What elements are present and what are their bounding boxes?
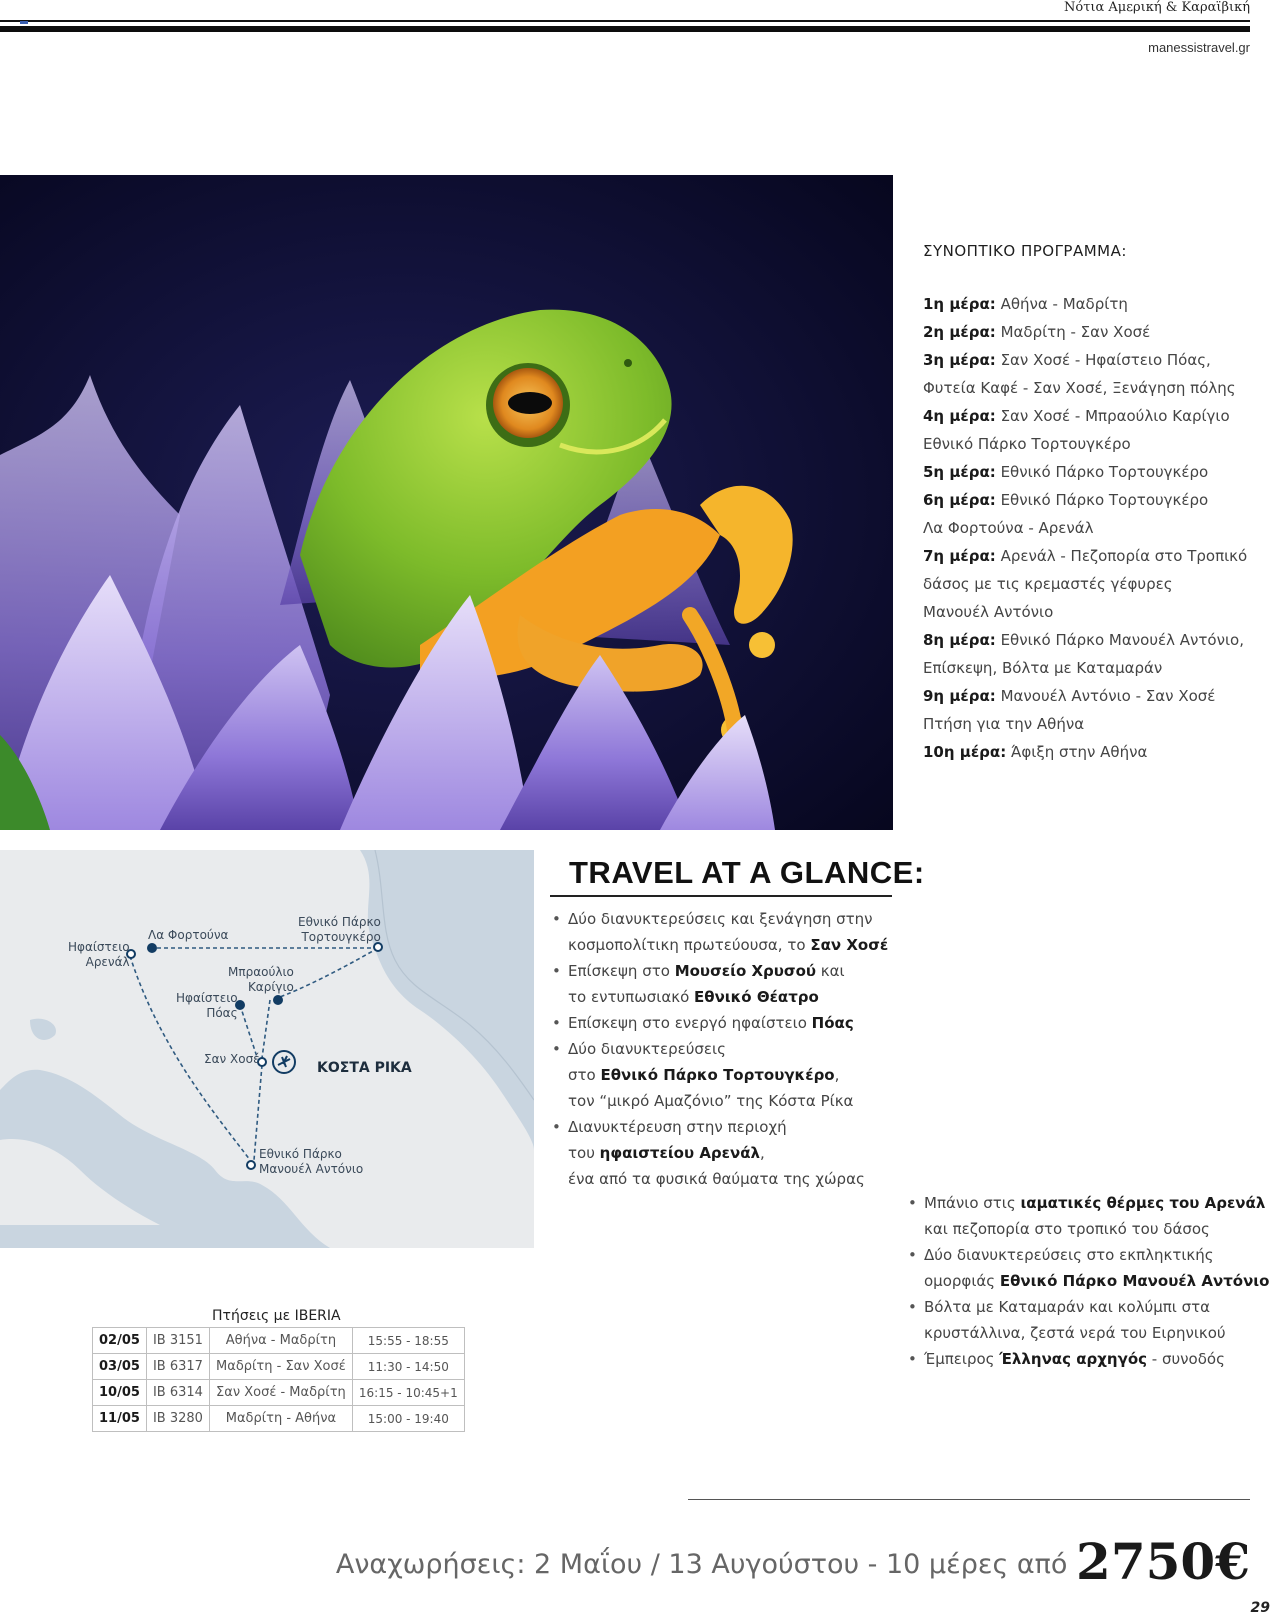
summary-day-line (923, 738, 1263, 766)
glance-list-line (552, 1088, 892, 1114)
summary-day-text: Σαν Χοσέ - Μπραούλιο Καρίγιο (1000, 407, 1230, 425)
glance-text: Βόλτα με Καταμαράν και κολύμπι στα (924, 1298, 1211, 1316)
header-rule-thin (0, 20, 1250, 22)
glance-list-line (552, 1166, 892, 1192)
summary-day-line (923, 402, 1263, 430)
glance-text: ένα από τα φυσικά θαύματα της χώρας (568, 1170, 865, 1188)
glance-text: , (834, 1066, 840, 1084)
glance-highlight-bold: ηφαιστείου Αρενάλ (599, 1144, 761, 1162)
glance-list-line (552, 1036, 892, 1062)
glance-text: και (816, 962, 845, 980)
glance-text: Δύο διανυκτερεύσεις (568, 1040, 726, 1058)
summary-day-label: 8η μέρα: (923, 631, 996, 649)
summary-day-line (923, 710, 1263, 738)
summary-day-label: 9η μέρα: (923, 687, 996, 705)
summary-day-line (923, 542, 1263, 570)
flight-time: 15:55 - 18:55 (352, 1328, 464, 1354)
summary-day-text: Εθνικό Πάρκο Τορτουγκέρο (1000, 463, 1209, 481)
glance-title: TRAVEL AT A GLANCE: (569, 855, 925, 890)
summary-day-list (923, 290, 1263, 766)
glance-highlights-col1 (552, 906, 892, 1192)
summary-day-text: Μανουέλ Αντόνιο - Σαν Χοσέ (1000, 687, 1216, 705)
summary-day-line (923, 290, 1263, 318)
flight-row (93, 1406, 465, 1432)
glance-text: , (760, 1144, 765, 1162)
glance-text: Διανυκτέρευση στην περιοχή (568, 1118, 787, 1136)
glance-list-line (908, 1294, 1248, 1320)
departures-line (336, 1532, 1250, 1591)
flight-row (93, 1328, 465, 1354)
summary-day-text: Φυτεία Καφέ - Σαν Χοσέ, Ξενάγηση πόλης (923, 379, 1236, 397)
header-rule-thick (0, 26, 1250, 32)
flight-code: IB 6317 (146, 1354, 209, 1380)
flight-row (93, 1354, 465, 1380)
summary-day-text: Εθνικό Πάρκο Τορτουγκέρο (1000, 491, 1209, 509)
glance-highlight-bold: Έλληνας αρχηγός (999, 1350, 1148, 1368)
glance-highlights-col2 (908, 1190, 1270, 1372)
glance-list-line (552, 1140, 892, 1166)
glance-text: - συνοδός (1147, 1350, 1225, 1368)
summary-day-label: 6η μέρα: (923, 491, 996, 509)
hero-photo-frog (0, 175, 893, 830)
glance-list-line (552, 984, 892, 1010)
summary-day-text: Σαν Χοσέ - Ηφαίστειο Πόας, (1000, 351, 1211, 369)
glance-highlight-bold: Πόας (811, 1014, 854, 1032)
flights-caption: Πτήσεις με IBERIA (212, 1308, 341, 1324)
glance-list-line (552, 958, 892, 984)
flight-route: Μαδρίτη - Αθήνα (209, 1406, 352, 1432)
summary-day-text: Άφιξη στην Αθήνα (1010, 743, 1148, 761)
summary-day-line (923, 514, 1263, 542)
glance-list-line (552, 906, 892, 932)
summary-day-label: 4η μέρα: (923, 407, 996, 425)
flight-date: 10/05 (93, 1380, 147, 1406)
flight-date: 02/05 (93, 1328, 147, 1354)
flight-time: 11:30 - 14:50 (352, 1354, 464, 1380)
summary-day-line (923, 346, 1263, 374)
departures-text: Αναχωρήσεις: 2 Μαΐου / 13 Αυγούστου - 10 μέρες από (335, 1549, 1068, 1580)
glance-list-line (552, 1114, 892, 1140)
summary-day-line (923, 486, 1263, 514)
glance-text: στο (568, 1066, 601, 1084)
glance-highlight-bold: Εθνικό Πάρκο Τορτουγκέρο (600, 1066, 835, 1084)
summary-day-text: Επίσκεψη, Βόλτα με Καταμαράν (923, 659, 1163, 677)
summary-title: ΣΥΝΟΠΤΙΚΟ ΠΡΟΓΡΑΜΜΑ: (923, 242, 1127, 260)
glance-list-line (908, 1216, 1248, 1242)
summary-day-line (923, 598, 1263, 626)
map-label-arenal: Ηφαίστειο Αρενάλ (68, 940, 130, 969)
summary-day-label: 10η μέρα: (923, 743, 1007, 761)
tree-frog-on-purple-flower-photo (0, 175, 893, 830)
glance-text: κοσμοπολίτικη πρωτεύουσα, το (568, 936, 811, 954)
map-country-label: ΚΟΣΤΑ ΡΙΚΑ (317, 1060, 412, 1076)
glance-highlight-bold: Εθνικό Θέατρο (694, 988, 819, 1006)
summary-day-label: 7η μέρα: (923, 547, 996, 565)
header-accent-mark (20, 21, 28, 24)
summary-day-label: 1η μέρα: (923, 295, 996, 313)
glance-list-line (908, 1190, 1266, 1216)
glance-highlight-bold: Εθνικό Πάρκο Μανουέλ Αντόνιο (999, 1272, 1270, 1290)
glance-highlight-bold: ιαματικές θέρμες του Αρενάλ (1020, 1194, 1266, 1212)
summary-day-text: Μανουέλ Αντόνιο (923, 603, 1054, 621)
glance-text: κρυστάλλινα, ζεστά νερά του Ειρηνικού (924, 1324, 1226, 1342)
section-title: Νότια Αμερική & Καραϊβική (1064, 0, 1250, 15)
summary-day-line (923, 654, 1263, 682)
summary-day-line (923, 570, 1263, 598)
glance-text: ομορφιάς (924, 1272, 1000, 1290)
flight-route: Αθήνα - Μαδρίτη (209, 1328, 352, 1354)
map-label-tortuguero: Εθνικό Πάρκο Τορτουγκέρο (298, 915, 381, 944)
departures-rule (688, 1499, 1250, 1500)
glance-list-line (552, 932, 892, 958)
costa-rica-map-graphic (0, 850, 534, 1248)
route-map (0, 850, 534, 1248)
glance-list-line (908, 1320, 1248, 1346)
summary-day-text: Αρενάλ - Πεζοπορία στο Τροπικό (1000, 547, 1248, 565)
summary-day-text: Πτήση για την Αθήνα (923, 715, 1085, 733)
flight-row (93, 1380, 465, 1406)
summary-day-text: Εθνικό Πάρκο Μανουέλ Αντόνιο, (1000, 631, 1244, 649)
bullet-icon: • (552, 1118, 561, 1136)
flight-code: IB 3280 (146, 1406, 209, 1432)
bullet-icon: • (552, 1014, 561, 1032)
map-label-la-fortuna: Λα Φορτούνα (148, 928, 229, 942)
summary-day-text: Εθνικό Πάρκο Τορτουγκέρο (923, 435, 1131, 453)
summary-day-line (923, 318, 1263, 346)
flight-time: 16:15 - 10:45+1 (352, 1380, 464, 1406)
flight-route: Σαν Χοσέ - Μαδρίτη (209, 1380, 352, 1406)
glance-text: Μπάνιο στις (924, 1194, 1021, 1212)
flight-date: 11/05 (93, 1406, 147, 1432)
summary-day-line (923, 430, 1263, 458)
flight-route: Μαδρίτη - Σαν Χοσέ (209, 1354, 352, 1380)
bullet-icon: • (552, 910, 561, 928)
map-label-poas: Ηφαίστειο Πόας (176, 991, 238, 1020)
summary-day-line (923, 626, 1263, 654)
map-label-manuel-antonio: Εθνικό Πάρκο Μανουέλ Αντόνιο (259, 1147, 364, 1176)
glance-text: τον “μικρό Αμαζόνιο” της Κόστα Ρίκα (568, 1092, 854, 1110)
summary-day-label: 3η μέρα: (923, 351, 996, 369)
bullet-icon: • (552, 1040, 561, 1058)
glance-list-line (552, 1010, 892, 1036)
glance-title-rule (550, 895, 892, 897)
summary-day-text: Λα Φορτούνα - Αρενάλ (923, 519, 1094, 537)
website-link[interactable]: manessistravel.gr (1148, 40, 1250, 55)
glance-list-line (908, 1268, 1270, 1294)
bullet-icon: • (908, 1194, 917, 1212)
price-tag: 2750€ (1076, 1532, 1250, 1591)
summary-day-line (923, 682, 1263, 710)
glance-text: Δύο διανυκτερεύσεις και ξενάγηση στην (568, 910, 873, 928)
glance-list-line (908, 1242, 1248, 1268)
bullet-icon: • (908, 1350, 917, 1368)
summary-day-line (923, 458, 1263, 486)
summary-day-text: Μαδρίτη - Σαν Χοσέ (1000, 323, 1151, 341)
glance-list-line (552, 1062, 892, 1088)
flights-table (92, 1327, 465, 1432)
glance-text: Δύο διανυκτερεύσεις στο εκπληκτικής (924, 1246, 1214, 1264)
summary-day-line (923, 374, 1263, 402)
bullet-icon: • (552, 962, 561, 980)
glance-highlight-bold: Σαν Χοσέ (810, 936, 889, 954)
glance-text: του (568, 1144, 600, 1162)
page-number: 29 (1250, 1600, 1270, 1616)
glance-highlight-bold: Μουσείο Χρυσού (674, 962, 817, 980)
bullet-icon: • (908, 1246, 917, 1264)
glance-text: Επίσκεψη στο (568, 962, 675, 980)
summary-day-text: δάσος με τις κρεμαστές γέφυρες (923, 575, 1173, 593)
flight-time: 15:00 - 19:40 (352, 1406, 464, 1432)
summary-day-label: 2η μέρα: (923, 323, 996, 341)
summary-day-label: 5η μέρα: (923, 463, 996, 481)
bullet-icon: • (908, 1298, 917, 1316)
glance-list-line (908, 1346, 1248, 1372)
flight-date: 03/05 (93, 1354, 147, 1380)
glance-text: και πεζοπορία στο τροπικό του δάσος (924, 1220, 1210, 1238)
flight-code: IB 6314 (146, 1380, 209, 1406)
flight-code: IB 3151 (146, 1328, 209, 1354)
map-label-braulio-carrillo: Μπραούλιο Καρίγιο (228, 965, 294, 994)
glance-text: το εντυπωσιακό (568, 988, 695, 1006)
glance-text: Έμπειρος (924, 1350, 1000, 1368)
glance-text: Επίσκεψη στο ενεργό ηφαίστειο (568, 1014, 812, 1032)
map-label-san-jose: Σαν Χοσέ (204, 1052, 260, 1066)
summary-day-text: Αθήνα - Μαδρίτη (1000, 295, 1128, 313)
